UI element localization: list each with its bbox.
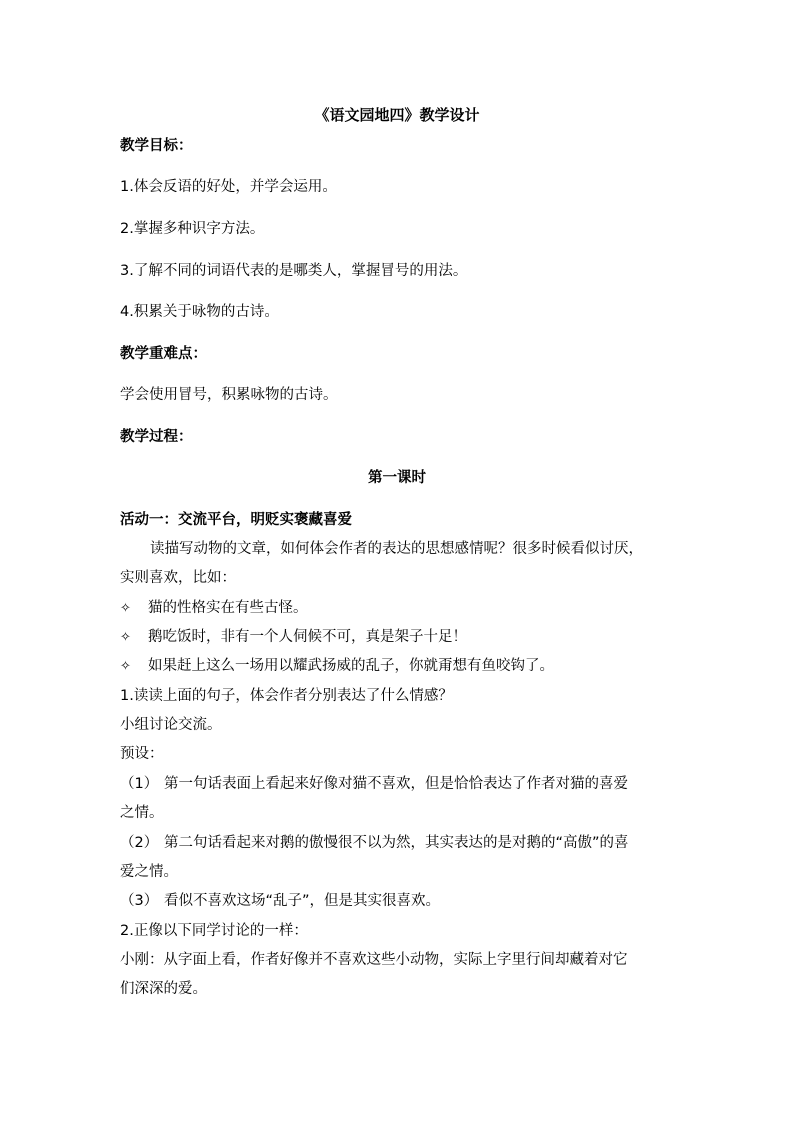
answer-text: 看似不喜欢这场“乱子”，但是其实很喜欢。 [164, 893, 441, 909]
bullet-item [120, 627, 680, 648]
activity-title: 活动一：交流平台，明贬实褒藏喜爱 [120, 512, 352, 528]
answer-item [120, 833, 680, 853]
process-heading: 教学过程： [120, 429, 193, 445]
intro-line: 实则喜欢，比如： [120, 570, 236, 586]
goal-item: 3.了解不同的词语代表的是哪类人，掌握冒号的用法。 [120, 263, 468, 279]
diamond-bullet-icon: ✧ [120, 659, 131, 674]
bullet-item [120, 598, 680, 619]
diamond-bullet-icon: ✧ [120, 601, 131, 616]
document-title: 《语文园地四》教学设计 [314, 106, 480, 124]
goal-item: 2.掌握多种识字方法。 [120, 221, 265, 237]
bullet-item [120, 656, 680, 677]
answer-number: （1） [120, 776, 159, 792]
question-2: 2.正像以下同学讨论的一样： [120, 923, 308, 939]
goal-item: 4.积累关于咏物的古诗。 [120, 304, 279, 320]
xiaogang-line: 们深深的爱。 [120, 981, 207, 997]
question-1: 1.读读上面的句子，体会作者分别表达了什么情感？ [120, 688, 453, 704]
intro-line: 读描写动物的文章，如何体会作者的表达的思想感情呢？很多时候看似讨厌， [150, 541, 643, 557]
goal-item: 1.体会反语的好处，并学会运用。 [120, 179, 337, 195]
lesson-title: 第一课时 [368, 470, 426, 486]
keypoints-text: 学会使用冒号，积累咏物的古诗。 [120, 387, 338, 403]
answer-continuation: 爱之情。 [120, 864, 178, 880]
answer-number: （2） [120, 835, 159, 851]
answer-text: 第二句话看起来对鹅的傲慢很不以为然，其实表达的是对鹅的“高傲”的喜 [164, 835, 629, 851]
discuss-text: 小组讨论交流。 [120, 717, 222, 733]
answer-text: 第一句话表面上看起来好像对猫不喜欢，但是恰恰表达了作者对猫的喜爱 [164, 776, 628, 792]
keypoints-heading: 教学重难点： [120, 346, 207, 362]
answer-item [120, 774, 680, 794]
bullet-text: 猫的性格实在有些古怪。 [148, 600, 308, 616]
xiaogang-line: 小刚：从字面上看，作者好像并不喜欢这些小动物，实际上字里行间却藏着对它 [120, 952, 628, 968]
bullet-text: 如果赶上这么一场用以耀武扬威的乱子，你就甭想有鱼咬钩了。 [148, 658, 554, 674]
bullet-text: 鹅吃饭时，非有一个人伺候不可，真是架子十足！ [148, 629, 467, 645]
answer-item [120, 891, 680, 911]
preset-label: 预设： [120, 746, 164, 762]
goals-heading: 教学目标： [120, 138, 193, 154]
answer-continuation: 之情。 [120, 805, 164, 821]
answer-number: （3） [120, 893, 159, 909]
diamond-bullet-icon: ✧ [120, 630, 131, 645]
